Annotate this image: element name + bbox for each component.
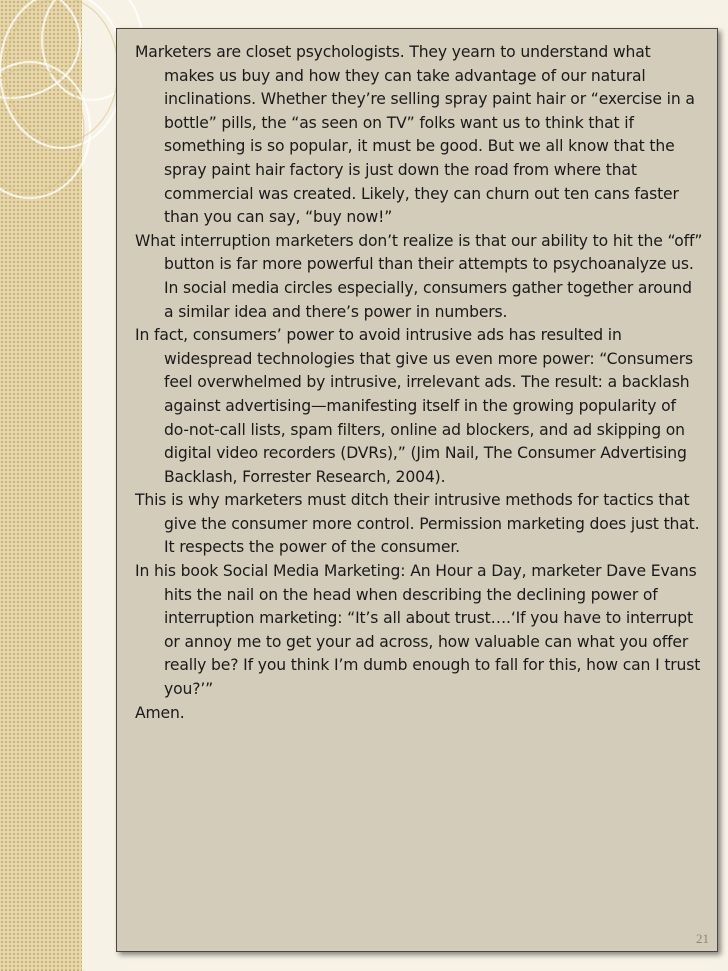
paragraph-interruption-marketers: What interruption marketers don’t realize is that our ability to hit the “off” button is far more powerful than their attempts to psychoanalyze us. In social media circles especially, consumers gather together around a similar idea and there’s power in numbers. [135,231,703,321]
page-number: 21 [696,931,709,946]
slide-text-panel [116,28,718,952]
paragraph-consumers-power: In fact, consumers’ power to avoid intrusive ads has resulted in widespread technologies that give us even more power: “Consumers feel overwhelmed by intrusive, irrelevant ads. The result: a backlash against advertising—manifesting itself in the growing popularity of do-not-call lists, spam filters, online ad blockers, and ad skipping on digital video recorders (DVRs),” (Jim Nail, The Consumer Advertising Backlash, Forrester Research, 2004). [135,326,693,486]
paragraph-dave-evans-quote: In his book Social Media Marketing: An Hour a Day, marketer Dave Evans hits the nail on the head when describing the declining power of interruption marketing: “It’s all about trust….‘If you have to interrupt or annoy me to get your ad across, how valuable can what you offer really be? If you think I’m dumb enough to fall for this, how can I trust you?’” [135,562,701,699]
paragraph-marketers-psychologists: Marketers are closet psychologists. They yearn to understand what makes us buy and how they can take advantage of our natural inclinations. Whether they’re selling spray paint hair or “exercise in a bottle” pills, the “as seen on TV” folks want us to think that if something is so popular, it must be good. But we all know that the spray paint hair factory is just down the road from where that commercial was created. Likely, they can churn out ten cans faster than you can say, “buy now!” [135,43,695,227]
paragraph-amen: Amen. [135,703,185,722]
slide-body [135,41,705,725]
paragraph-permission-marketing: This is why marketers must ditch their intrusive methods for tactics that give the consumer more control. Permission marketing does just that. It respects the power of the consumer. [135,491,700,557]
